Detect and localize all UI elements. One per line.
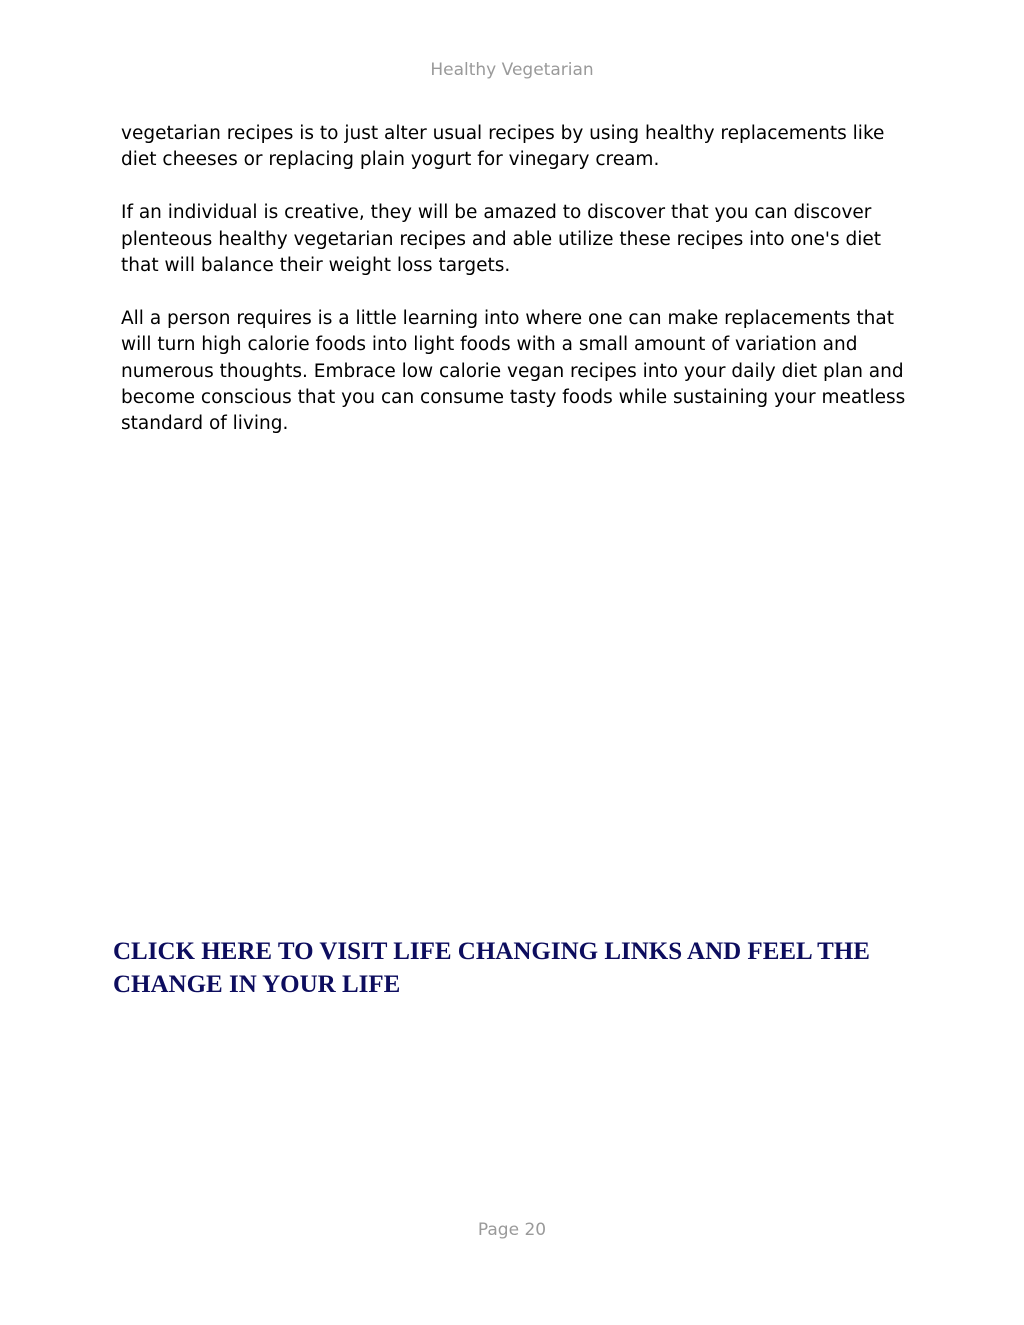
page-body: [121, 121, 911, 464]
paragraph-2: If an individual is creative, they will be amazed to discover that you can discover plenteous healthy vegetarian recipes and able utilize these recipes into one's diet that will balance their weight loss targets.: [121, 202, 882, 277]
paragraph-1: vegetarian recipes is to just alter usual recipes by using healthy replacements like diet cheeses or replacing plain yogurt for vinegary cream.: [121, 123, 885, 171]
life-changing-links-link[interactable]: CLICK HERE TO VISIT LIFE CHANGING LINKS AND FEEL THE CHANGE IN YOUR LIFE: [113, 938, 870, 998]
running-header: Healthy Vegetarian: [430, 60, 594, 80]
page-number: Page 20: [477, 1220, 547, 1240]
paragraph-3: All a person requires is a little learning into where one can make replacements that will turn high calorie foods into light foods with a small amount of variation and numerous thoughts. Embrace low calorie vegan recipes into your daily diet plan and become conscious that you can consume tasty foods while sustaining your meatless standard of living.: [121, 307, 906, 435]
